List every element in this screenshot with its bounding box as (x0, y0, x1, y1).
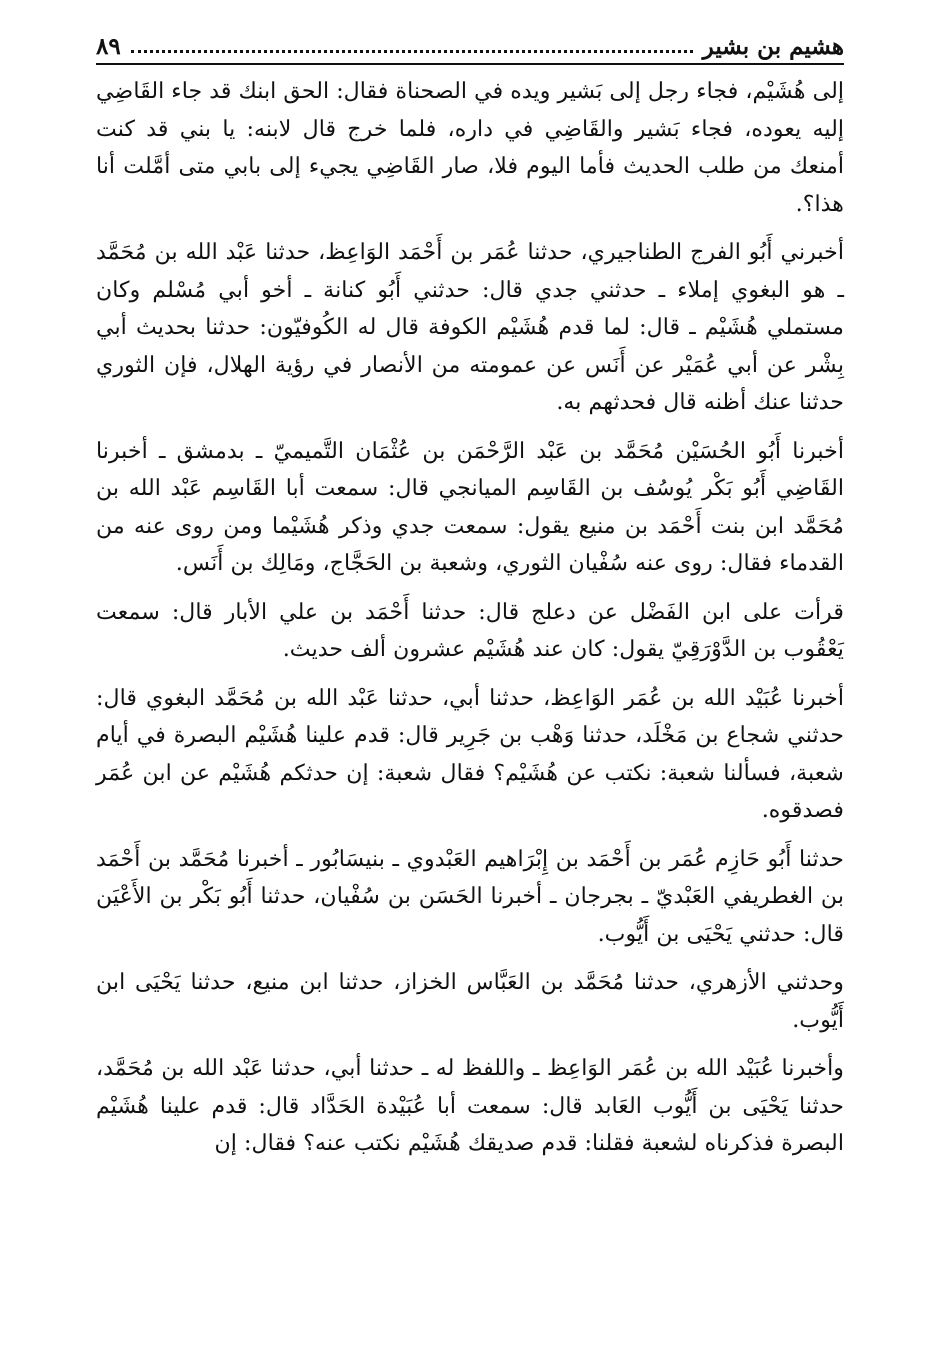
running-header (96, 22, 844, 65)
page-number: ٨٩ (96, 33, 121, 60)
page-body (96, 73, 844, 1163)
paragraph: وحدثني الأزهري، حدثنا مُحَمَّد بن العَبَّاس الخزاز، حدثنا ابن منيع، حدثنا يَحْيَى ابن أَيُّوب. (96, 969, 844, 1033)
paragraph: أخبرنا عُبَيْد الله بن عُمَر الوَاعِظ، حدثنا أبي، حدثنا عَبْد الله بن مُحَمَّد البغوي قال: حدثني شجاع بن مَخْلَد، حدثنا وَهْب بن جَرِير قال: قدم علينا هُشَيْم البصرة في أيام شعبة، فسألنا شعبة: نكتب عن هُشَيْم؟ فقال شعبة: إن حدثكم هُشَيْم عن ابن عُمَر فصدقوه. (96, 684, 844, 823)
header-title: هشيم بن بشير (702, 33, 844, 60)
paragraph: حدثنا أَبُو حَازِم عُمَر بن أَحْمَد بن إِبْرَاهيم العَبْدوي ـ بنيسَابُور ـ أخبرنا مُحَمَّد بن أَحْمَد بن الغطريفي العَبْديّ ـ بجرجان ـ أخبرنا الحَسَن بن سُفْيان، حدثنا أَبُو بَكْر بن الأَعْيَن قال: حدثني يَحْيَى بن أَيُّوب. (96, 845, 844, 947)
paragraph: وأخبرنا عُبَيْد الله بن عُمَر الوَاعِظ ـ واللفظ له ـ حدثنا أبي، حدثنا عَبْد الله بن مُحَمَّد، حدثنا يَحْيَى بن أَيُّوب العَابد قال: سمعت أبا عُبَيْدة الحَدَّاد قال: قدم علينا هُشَيْم البصرة فذكرناه لشعبة فقلنا: قدم صديقك هُشَيْم نكتب عنه؟ فقال: إن (96, 1055, 844, 1156)
paragraph: قرأت على ابن الفَضْل عن دعلج قال: حدثنا أَحْمَد بن علي الأبار قال: سمعت يَعْقُوب بن الدَّوْرَقِيّ يقول: كان عند هُشَيْم عشرون ألف حديث. (96, 598, 844, 662)
paragraph: أخبرني أَبُو الفرج الطناجيري، حدثنا عُمَر بن أَحْمَد الوَاعِظ، حدثنا عَبْد الله بن مُحَمَّد ـ هو البغوي إملاء ـ حدثني جدي قال: حدثني أَبُو كنانة ـ أخو أبي مُسْلم وكان مستملي هُشَيْم ـ قال: لما قدم هُشَيْم الكوفة قال له الكُوفيّون: حدثنا بحديث أبي بِشْر عن أبي عُمَيْر عن أَنَس عن عمومته من الأنصار في رؤية الهلال، فإن الثوري حدثنا عنك أظنه قال فحدثهم به. (96, 239, 844, 415)
paragraph: أخبرنا أَبُو الحُسَيْن مُحَمَّد بن عَبْد الرَّحْمَن بن عُثْمَان التَّميميّ ـ بدمشق ـ أخبرنا القَاضِي أَبُو بَكْر يُوسُف بن القَاسِم الميانجي قال: سمعت أبا القَاسِم عَبْد الله بن مُحَمَّد ابن بنت أَحْمَد بن منيع يقول: سمعت جدي وذكر هُشَيْما ومن روى عنه من القدماء فقال: روى عنه سُفْيان الثوري، وشعبة بن الحَجَّاج، ومَالِك بن أَنَس. (96, 437, 844, 576)
header-leader-dots (131, 50, 693, 53)
paragraph: إلى هُشَيْم، فجاء رجل إلى بَشير ويده في الصحناة فقال: الحق ابنك قد جاء القَاضِي إليه يعوده، فجاء بَشير والقَاضِي في داره، فلما خرج قال لابنه: يا بني قد كنت أمنعك من طلب الحديث فأما اليوم فلا، صار القَاضِي يجيء إلى بابي متى أمَّلت أنا هذا؟. (96, 78, 844, 217)
